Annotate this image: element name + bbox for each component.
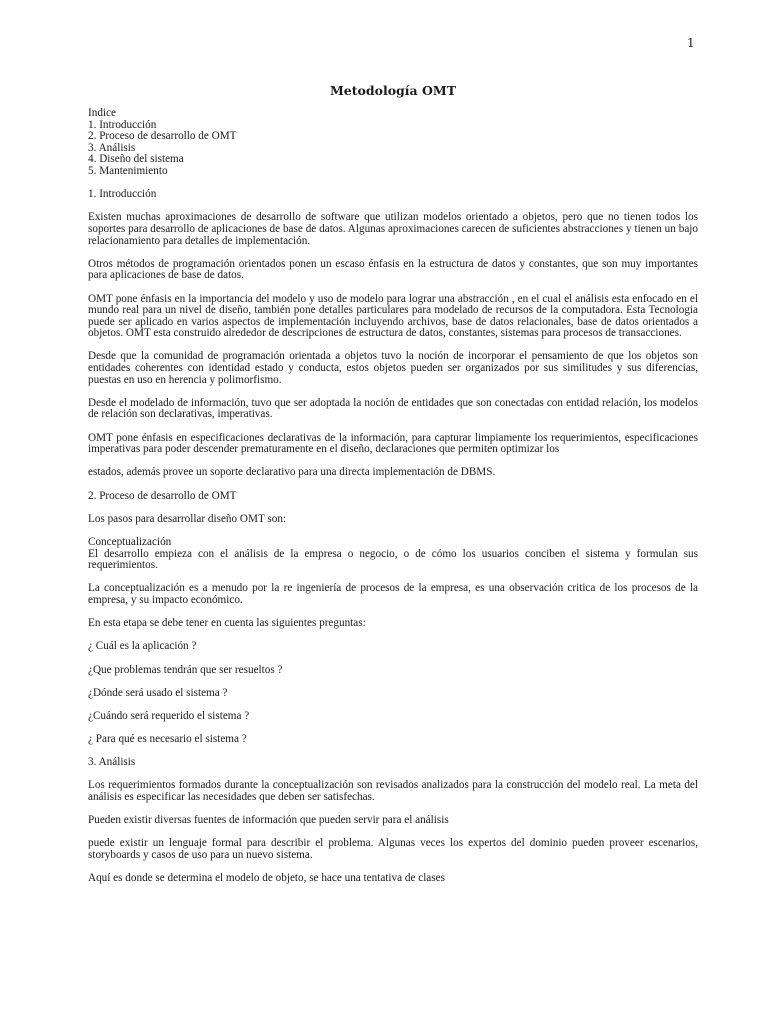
paragraph: puede existir un lenguaje formal para describir el problema. Algunas veces los expertos del dominio pueden proveer escenarios, storyboards y casos de uso para un nuevo sistema.	[88, 837, 698, 861]
index-list	[88, 108, 698, 178]
paragraph: Los pasos para desarrollar diseño OMT son:	[88, 512, 287, 525]
document-title: Metodología OMT	[329, 83, 457, 98]
paragraph: Otros métodos de programación orientados ponen un escaso énfasis en la estructura de datos y constantes, que son muy importantes para aplicaciones de base de datos.	[88, 257, 698, 282]
index-item: 5. Mantenimiento	[88, 164, 168, 177]
paragraph: Pueden existir diversas fuentes de información que pueden servir para el análisis	[88, 814, 449, 827]
paragraph: Aquí es donde se determina el modelo de objeto, se hace una tentativa de clases	[88, 872, 445, 885]
section-heading-analysis: 3. Análisis	[88, 756, 136, 769]
paragraph: Los requerimientos formados durante la conceptualización son revisados analizados para la construcción del modelo real. La meta del análisis es especificar las necesidades que deben ser satisfechas.	[88, 779, 698, 804]
paragraph: OMT pone énfasis en especificaciones declarativas de la información, para capturar limpiamente los requerimientos, especificaciones imperativas para poder descender prematuramente en el diseño, declaraciones que permiten optimizar los	[88, 431, 698, 456]
index-item: 1. Introducción	[88, 118, 157, 131]
paragraph: estados, además provee un soporte declarativo para una directa implementación de DBMS.	[88, 466, 496, 479]
document-body	[88, 108, 698, 896]
subsection-heading-conceptualization: Conceptualización	[88, 535, 172, 548]
question: ¿Dónde será usado el sistema ?	[88, 686, 228, 699]
paragraph: La conceptualización es a menudo por la re ingeniería de procesos de la empresa, es una observación critica de los procesos de la empresa, y su impacto económico.	[88, 582, 698, 606]
paragraph: Desde que la comunidad de programación orientada a objetos tuvo la noción de incorporar el pensamiento de que los objetos son entidades coherentes con identidad estado y conducta, estos objetos pueden ser organizados por sus similitudes y sus diferencias, puestas en uso en herencia y polimorfismo.	[88, 350, 698, 386]
paragraph: El desarrollo empieza con el análisis de la empresa o negocio, o de cómo los usuarios conciben el sistema y formulan sus requerimientos.	[88, 547, 698, 572]
section-heading-process: 2. Proceso de desarrollo de OMT	[88, 489, 237, 502]
paragraph: Existen muchas aproximaciones de desarrollo de software que utilizan modelos orientado a objetos, pero que no tienen todos los soportes para desarrollo de aplicaciones de base de datos. Algunas aproximaciones carecen de suficientes abstracciones y tienen un bajo relacionamiento para detalles de implementación.	[88, 211, 698, 247]
paragraph: En esta etapa se debe tener en cuenta las siguientes preguntas:	[88, 617, 366, 630]
question: ¿ Cuál es la aplicación ?	[88, 640, 197, 653]
question: ¿Cuándo será requerido el sistema ?	[88, 709, 250, 722]
index-item: 3. Análisis	[88, 141, 136, 154]
conceptualization-block	[88, 537, 698, 572]
index-heading: Indice	[88, 107, 116, 119]
index-item: 2. Proceso de desarrollo de OMT	[88, 130, 237, 143]
section-heading-introduction: 1. Introducción	[88, 188, 157, 201]
paragraph: OMT pone énfasis en la importancia del modelo y uso de modelo para lograr una abstracción , en el cual el análisis esta enfocado en el mundo real para un nivel de diseño, también pone detalles particulares para modelado de recursos de la computadora. Esta Tecnologia puede ser aplicado en varios aspectos de implementación incluyendo archivos, base de datos relacionales, base de datos orientados a objetos. OMT esta construido alrededor de descripciones de estructura de datos, constantes, sistemas para procesos de transacciones.	[88, 292, 698, 340]
paragraph: Desde el modelado de información, tuvo que ser adoptada la noción de entidades que son conectadas con entidad relación, los modelos de relación son declarativas, imperativas.	[88, 396, 698, 421]
question: ¿ Para qué es necesario el sistema ?	[88, 733, 247, 746]
index-item: 4. Diseño del sistema	[88, 153, 184, 166]
question: ¿Que problemas tendrán que ser resueltos ?	[88, 663, 283, 676]
page-number: 1	[687, 36, 695, 50]
